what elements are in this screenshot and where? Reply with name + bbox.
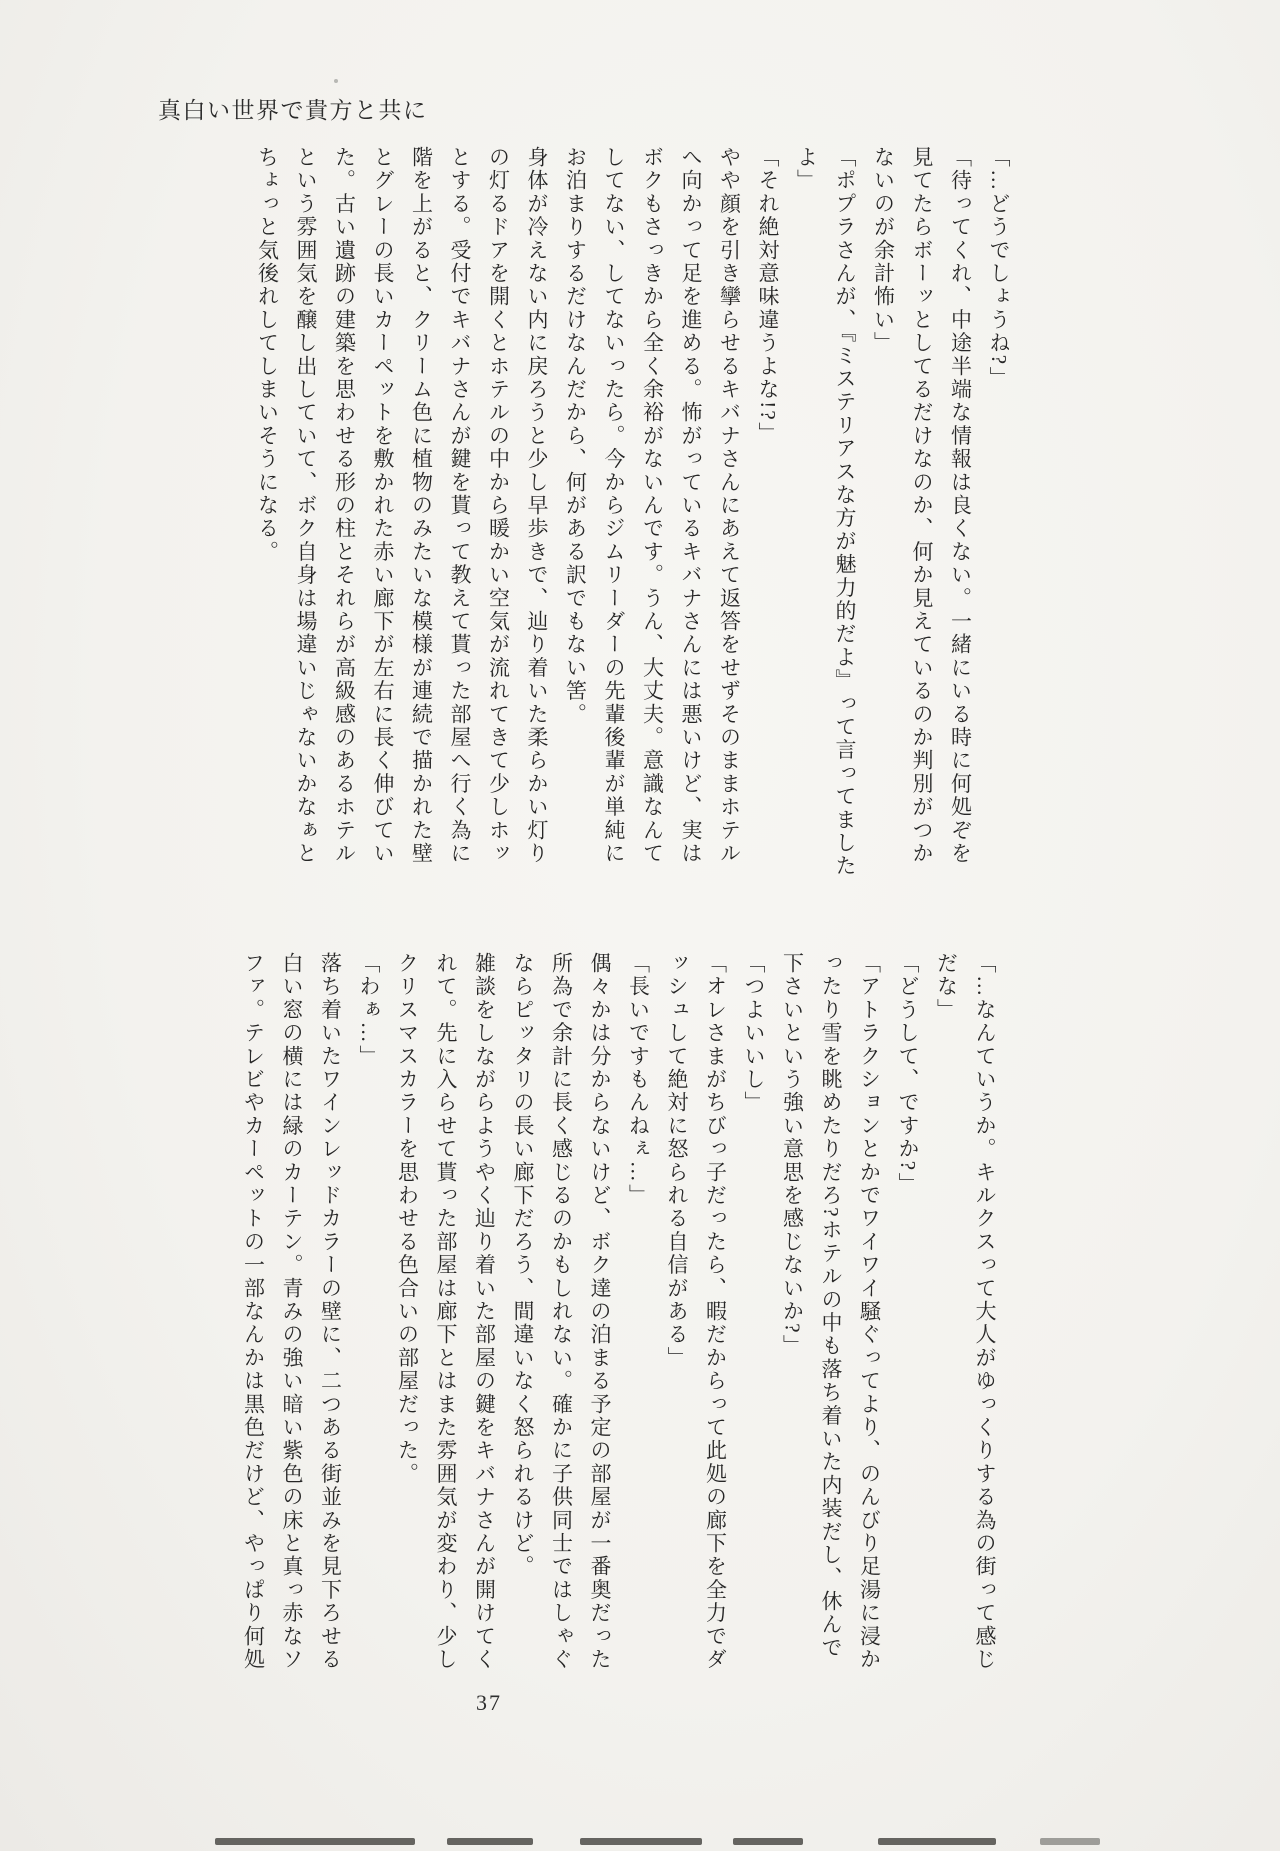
text-column: 「…どうでしょうね?」 <box>987 146 1011 390</box>
text-column: クリスマスカラーを思わせる色合いの部屋だった。 <box>395 952 420 1486</box>
text-column: 「オレさまがちびっ子だったら、暇だからって此処の廊下を全力でダ <box>703 952 728 1672</box>
scan-artifact <box>215 1838 415 1845</box>
text-column: ファ。テレビやカーペットの一部なんかは黒色だけど、やっぱり何処 <box>241 952 266 1672</box>
scan-artifact <box>878 1838 996 1845</box>
page-number: 37 <box>476 1690 502 1715</box>
text-column: 「ポプラさんが、『ミステリアスな方が魅力的だよ』って言ってました <box>833 146 857 878</box>
text-column: れて。先に入らせて貰った部屋は廊下とはまた雰囲気が変わり、少し <box>434 952 458 1672</box>
text-column: やや顔を引き攣らせるキバナさんにあえて返答をせずそのままホテル <box>717 146 742 866</box>
text-column: 雑談をしながらようやく辿り着いた部屋の鍵をキバナさんが開けてく <box>472 952 497 1672</box>
text-column: 「長いですもんねぇ…」 <box>626 952 651 1208</box>
dust-speck <box>334 79 338 83</box>
text-column: ったり雪を眺めたりだろ?ホテルの中も落ち着いた内装だし、休んで <box>819 952 843 1660</box>
text-column: ならピッタリの長い廊下だろう、間違いなく怒られるけど。 <box>511 952 535 1579</box>
scan-artifact <box>733 1838 803 1845</box>
text-column: してない、してないったら。今からジムリーダーの先輩後輩が単純に <box>602 146 626 866</box>
page-title: 真白い世界で貴方と共に <box>158 98 428 123</box>
text-column: 階を上がると、クリーム色に植物のみたいな模様が連続で描かれた壁 <box>409 146 434 866</box>
text-column: 身体が冷えない内に戻ろうと少し早歩きで、辿り着いた柔らかい灯り <box>525 146 549 866</box>
top-text-section <box>248 146 1018 894</box>
text-column: 見てたらボーッとしてるだけなのか、何か見えているのか判別がつか <box>910 146 934 866</box>
text-column: 「つよいいし」 <box>742 952 766 1115</box>
text-column: 落ち着いたワインレッドカラーの壁に、二つある街並みを見下ろせる <box>318 952 343 1672</box>
text-column: の灯るドアを開くとホテルの中から暖かい空気が流れてきて少しホッ <box>486 146 511 866</box>
scan-artifact <box>580 1838 702 1845</box>
text-column: 所為で余計に長く感じるのかもしれない。確かに子供同士ではしゃぐ <box>549 952 574 1672</box>
text-column: よ」 <box>794 146 819 193</box>
text-column: 「どうして、ですか?」 <box>896 952 920 1196</box>
text-column: 「アトラクションとかでワイワイ騒ぐってより、のんびり足湯に浸か <box>857 952 882 1672</box>
scan-artifact <box>447 1838 533 1845</box>
text-column: という雰囲気を醸し出していて、ボク自身は場違いじゃないかなぁと <box>294 146 318 866</box>
text-column: ちょっと気後れしてしまいそうになる。 <box>255 146 280 564</box>
text-column: だな」 <box>934 952 959 1022</box>
text-column: 「…なんていうか。キルクスって大人がゆっくりする為の街って感じ <box>973 952 997 1672</box>
text-column: ないのが余計怖い」 <box>871 146 896 355</box>
text-column: 白い窓の横には緑のカーテン。青みの強い暗い紫色の床と真っ赤なソ <box>280 952 304 1672</box>
text-column: 「それ絶対意味違うよな!?」 <box>756 146 780 446</box>
text-column: とグレーの長いカーペットを敷かれた赤い廊下が左右に長く伸びてい <box>371 146 395 866</box>
text-column: 「わぁ…」 <box>357 952 381 1068</box>
text-column: た。古い遺跡の建築を思わせる形の柱とそれらが高級感のあるホテル <box>332 146 357 866</box>
scan-artifact <box>1040 1838 1100 1845</box>
text-column: とする。受付でキバナさんが鍵を貰って教えて貰った部屋へ行く為に <box>448 146 472 866</box>
text-column: 下さいという強い意思を感じないか?」 <box>780 952 805 1358</box>
text-column: ッシュして絶対に怒られる自信がある」 <box>665 952 689 1370</box>
text-column: 「待ってくれ、中途半端な情報は良くない。一緒にいる時に何処ぞを <box>948 146 973 866</box>
text-column: ボクもさっきから全く余裕がないんです。うん、大丈夫。意識なんて <box>640 146 665 866</box>
text-column: へ向かって足を進める。怖がっているキバナさんには悪いけど、実は <box>679 146 703 866</box>
bottom-text-section <box>234 952 1004 1670</box>
text-column: 偶々かは分からないけど、ボク達の泊まる予定の部屋が一番奥だった <box>588 952 612 1672</box>
text-column: お泊まりするだけなんだから、何がある訳でもない筈。 <box>563 146 588 726</box>
